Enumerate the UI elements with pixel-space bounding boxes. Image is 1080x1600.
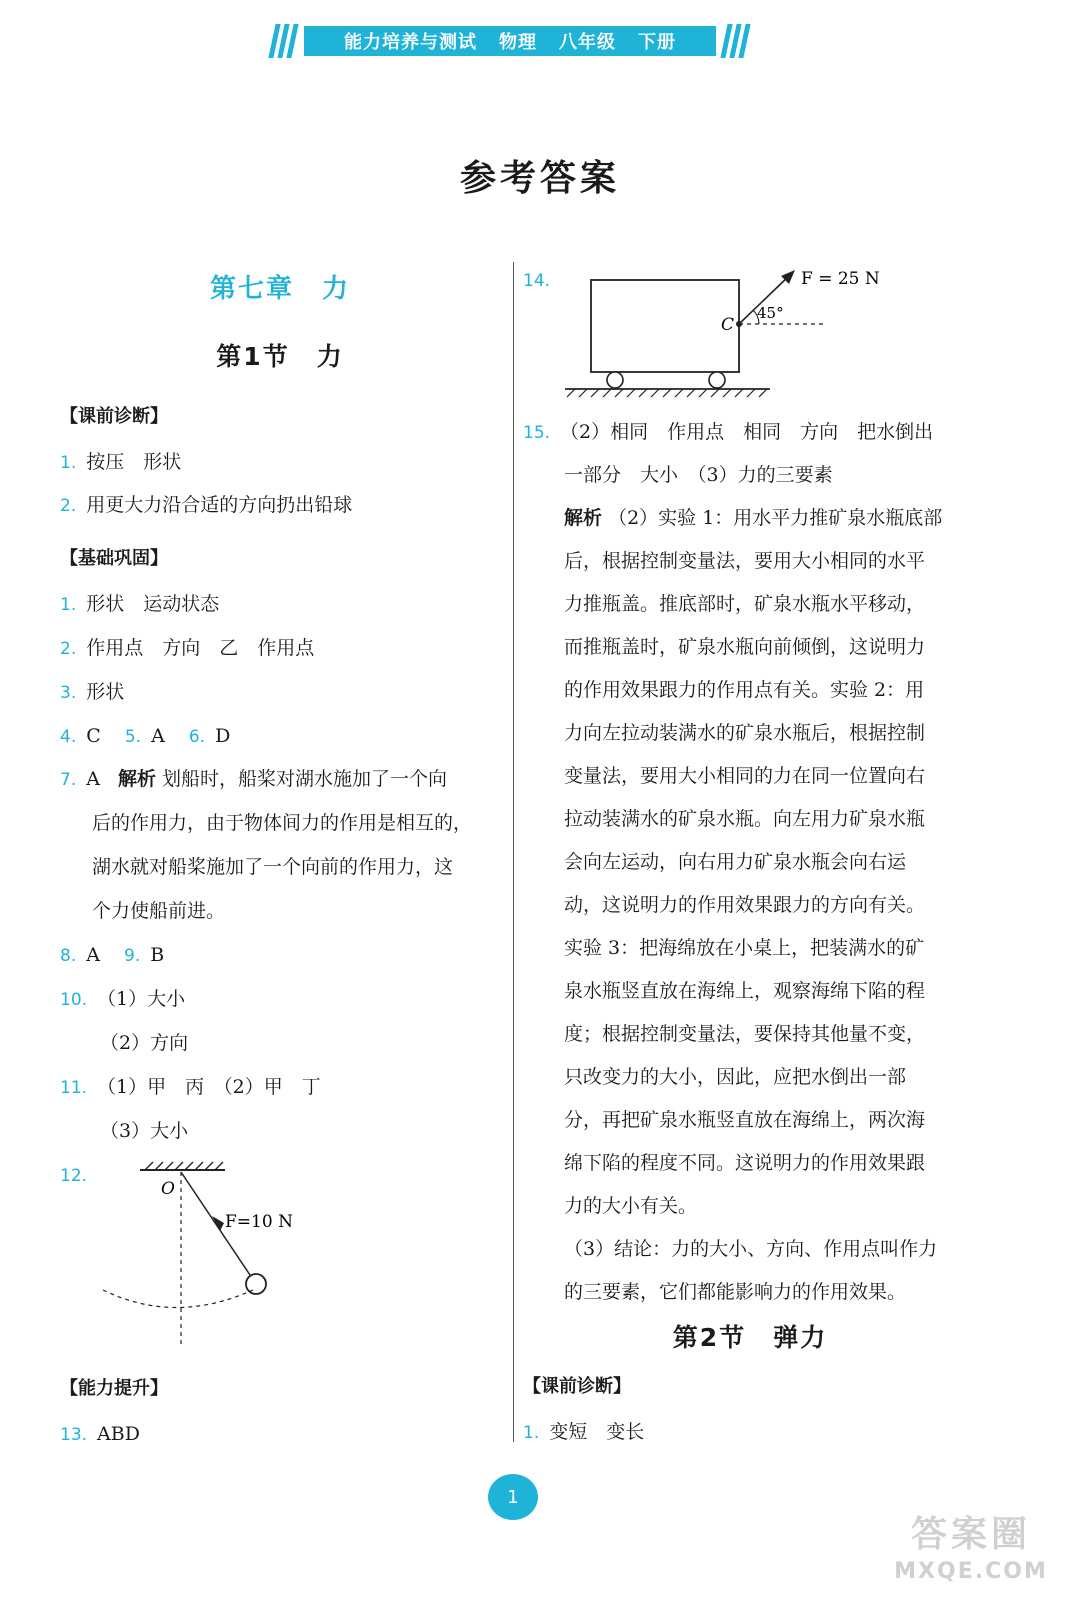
answer-text: A (86, 944, 100, 966)
answer-text: 形状 (86, 681, 125, 703)
answer-line (60, 680, 124, 705)
grade-name: 八年级 (559, 32, 616, 53)
answer-line (60, 943, 164, 968)
analysis-label: 解析 (564, 507, 603, 529)
swing-path (103, 1290, 253, 1308)
ceiling-hatch (145, 1162, 223, 1170)
analysis-text: 湖水就对船桨施加了一个向前的作用力，这 (92, 856, 454, 878)
analysis-text: 变量法，要用大小相同的力在同一位置向右 (564, 765, 926, 787)
question-number: 8. (60, 946, 77, 966)
heading-ability: 【能力提升】 (60, 1378, 168, 1399)
question-number: 15. (523, 423, 551, 443)
cart-body (591, 280, 739, 372)
question-number: 3. (60, 683, 77, 703)
answer-line (60, 767, 447, 792)
force-label: F=10 N (225, 1212, 293, 1232)
cart-force-figure (555, 262, 885, 407)
analysis-text: 划船时，船桨对湖水施加了一个向 (162, 768, 448, 790)
question-number: 9. (124, 946, 141, 966)
force-label: F = 25 N (801, 269, 880, 289)
analysis-text: 后的作用力，由于物体间力的作用是相互的， (92, 812, 473, 834)
watermark (886, 1512, 1056, 1594)
column-divider (513, 262, 514, 1442)
answer-text: （2）方向 (100, 1032, 189, 1054)
answer-text: A (151, 725, 165, 747)
analysis-label: 解析 (117, 768, 156, 790)
force-arrow-head (212, 1216, 224, 1231)
analysis-text: 力的大小有关。 (564, 1195, 698, 1217)
answer-text: （1）大小 (97, 988, 186, 1010)
question-number: 2. (60, 639, 77, 659)
analysis-text: 力推瓶盖。推底部时，矿泉水瓶水平移动， (564, 593, 926, 615)
answer-text: 变短 变长 (549, 1421, 645, 1443)
section-1-title: 第1节 力 (216, 342, 344, 371)
answer-text: ABD (97, 1423, 140, 1445)
ground-hatch (567, 389, 767, 397)
analysis-text: 只改变力的大小，因此，应把水倒出一部 (564, 1066, 907, 1088)
answer-text: （3）大小 (100, 1120, 189, 1142)
analysis-text: （2）实验 1：用水平力推矿泉水瓶底部 (608, 507, 943, 529)
section-2-title: 第2节 弹力 (672, 1323, 828, 1352)
answer-text: D (215, 725, 231, 747)
analysis-text: 实验 3：把海绵放在小桌上，把装满水的矿 (564, 937, 925, 959)
question-number: 5. (124, 727, 142, 747)
answer-line (60, 592, 219, 617)
banner-title (304, 26, 716, 56)
analysis-text: 力向左拉动装满水的矿泉水瓶后，根据控制 (564, 722, 926, 744)
answer-text: C (86, 725, 101, 747)
analysis-text: 绵下陷的程度不同。这说明力的作用效果跟 (564, 1152, 926, 1174)
answer-line (60, 1163, 97, 1188)
answer-line (60, 724, 230, 749)
volume-name: 下册 (638, 32, 676, 53)
heading-basic: 【基础巩固】 (60, 548, 168, 569)
cart-wheel-right (709, 372, 725, 388)
answer-line (60, 1422, 140, 1447)
question-number: 4. (60, 727, 77, 747)
watermark-bottom: MXQE.COM (894, 1559, 1048, 1584)
answer-line (60, 493, 352, 518)
analysis-text: 动，这说明力的作用效果跟力的方向有关。 (564, 894, 926, 916)
answer-text: 作用点 方向 乙 作用点 (86, 637, 315, 659)
chapter-title: 第七章 力 (209, 274, 350, 304)
answer-line (523, 420, 933, 445)
answer-text: （1）甲 丙 （2）甲 丁 (97, 1076, 321, 1098)
book-name: 能力培养与测试 (344, 32, 477, 53)
answer-text: 用更大力沿合适的方向扔出铅球 (86, 494, 353, 516)
question-number: 7. (60, 770, 77, 790)
analysis-line (564, 506, 942, 530)
heading-pre-diagnosis: 【课前诊断】 (523, 1376, 631, 1397)
analysis-text: 泉水瓶竖直放在海绵上，观察海绵下陷的程 (564, 980, 926, 1002)
analysis-text: 分，再把矿泉水瓶竖直放在海绵上，两次海 (564, 1109, 926, 1131)
analysis-text: 的三要素，它们都能影响力的作用效果。 (564, 1281, 907, 1303)
answer-text: A (86, 768, 100, 790)
question-number: 10. (60, 990, 88, 1010)
answer-line (523, 1420, 644, 1445)
analysis-text: 拉动装满水的矿泉水瓶。向左用力矿泉水瓶 (564, 808, 926, 830)
page-title: 参考答案 (459, 158, 620, 199)
pendulum-ball (246, 1274, 266, 1294)
answer-line (60, 636, 314, 661)
answer-line (60, 1075, 321, 1100)
heading-pre-diagnosis: 【课前诊断】 (60, 406, 168, 427)
question-number: 1. (60, 595, 77, 615)
question-number: 6. (188, 727, 206, 747)
answer-line (60, 450, 181, 475)
pendulum-figure (95, 1160, 325, 1350)
answer-line (60, 987, 185, 1012)
point-label: O (161, 1179, 175, 1199)
watermark-top: 答案圈 (910, 1514, 1031, 1555)
banner-stripes-left (270, 22, 298, 60)
answer-text: B (150, 944, 165, 966)
answer-text: 形状 运动状态 (86, 593, 220, 615)
question-number: 1. (60, 453, 77, 473)
analysis-text: 后，根据控制变量法，要用大小相同的水平 (564, 550, 926, 572)
answer-text: （2）相同 作用点 相同 方向 把水倒出 (560, 421, 934, 443)
analysis-text: 会向左运动，向右用力矿泉水瓶会向右运 (564, 851, 907, 873)
answer-text: 一部分 大小 （3）力的三要素 (564, 464, 833, 486)
angle-label: 45° (757, 304, 784, 322)
analysis-text: 度；根据控制变量法，要保持其他量不变， (564, 1023, 926, 1045)
analysis-text: 而推瓶盖时，矿泉水瓶向前倾倒，这说明力 (564, 636, 926, 658)
analysis-text: （3）结论：力的大小、方向、作用点叫作力 (564, 1238, 938, 1260)
question-number: 14. (523, 271, 551, 291)
question-number: 1. (523, 1423, 540, 1443)
analysis-text: 个力使船前进。 (92, 900, 226, 922)
question-number: 2. (60, 496, 77, 516)
page-number: 1 (488, 1474, 538, 1520)
answer-text: 按压 形状 (86, 451, 182, 473)
question-number: 11. (60, 1078, 88, 1098)
subject-name: 物理 (499, 32, 537, 53)
banner-stripes-right (722, 22, 750, 60)
question-number: 12. (60, 1166, 88, 1186)
point-label: C (721, 315, 735, 335)
analysis-text: 的作用效果跟力的作用点有关。实验 2：用 (564, 679, 925, 701)
header-banner (270, 22, 750, 60)
question-number: 13. (60, 1425, 88, 1445)
cart-wheel-left (607, 372, 623, 388)
